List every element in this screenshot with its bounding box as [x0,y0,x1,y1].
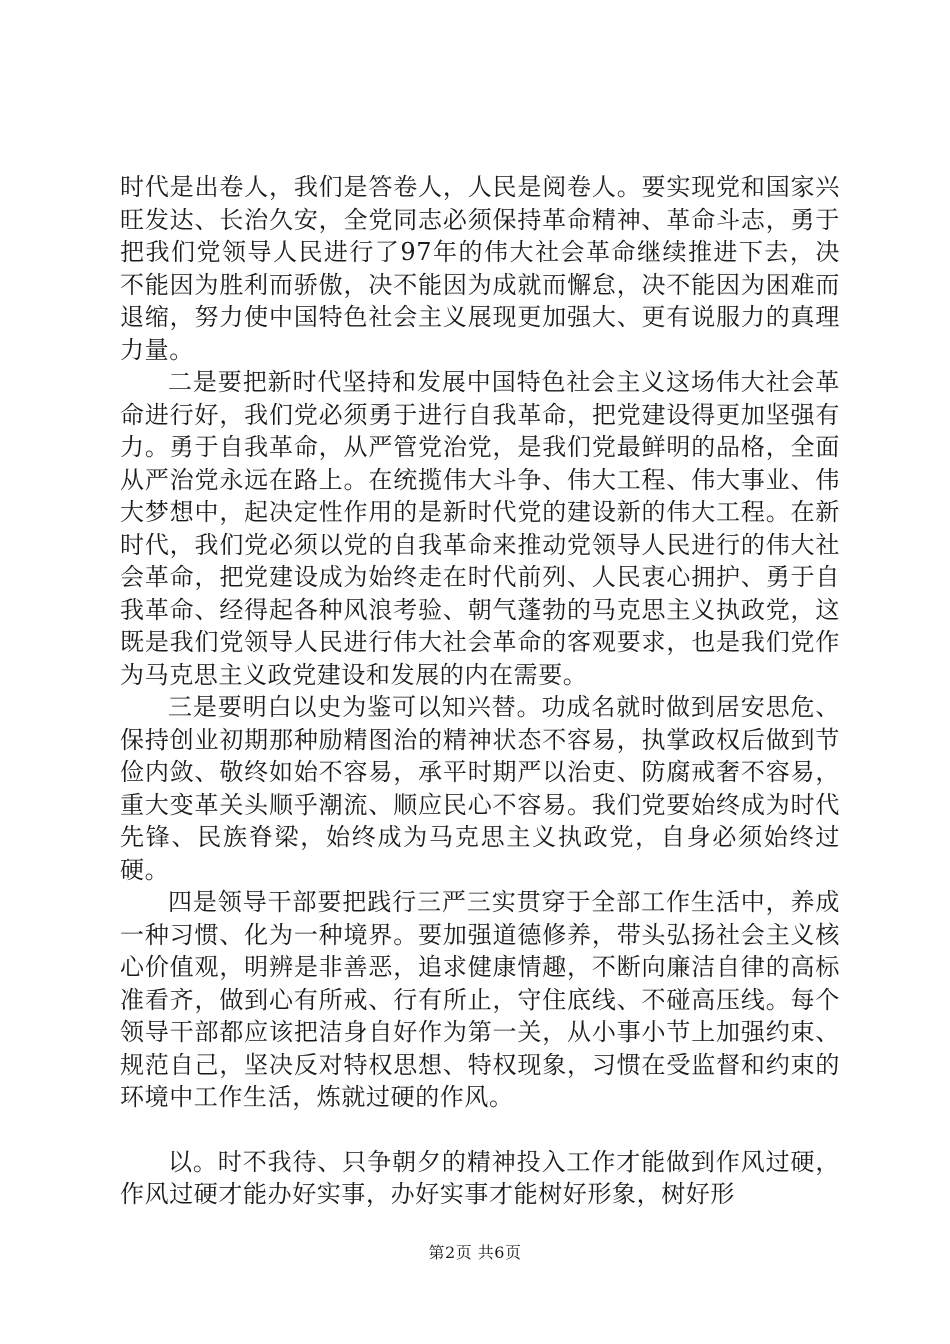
paragraph-4: 四是领导干部要把践行三严三实贯穿于全部工作生活中，养成一种习惯、化为一种境界。要加强道德修养，带头弘扬社会主义核心价值观，明辨是非善恶，追求健康情趣，不断向廉洁自律的高标准看齐，做到心有所戒、行有所止，守住底线、不碰高压线。每个领导干部都应该把洁身自好作为第一关，从小事小节上加强约束、规范自己，坚决反对特权思想、特权现象，习惯在受监督和约束的环境中工作生活，炼就过硬的作风。 [120,888,840,1111]
paragraph-2: 二是要把新时代坚持和发展中国特色社会主义这场伟大社会革命进行好，我们党必须勇于进行自我革命，把党建设得更加坚强有力。勇于自我革命，从严管党治党，是我们党最鲜明的品格，全面从严治党永远在路上。在统揽伟大斗争、伟大工程、伟大事业、伟大梦想中，起决定性作用的是新时代党的建设新的伟大工程。在新时代，我们党必须以党的自我革命来推动党领导人民进行的伟大社会革命，把党建设成为始终走在时代前列、人民衷心拥护、勇于自我革命、经得起各种风浪考验、朝气蓬勃的马克思主义执政党，这既是我们党领导人民进行伟大社会革命的客观要求，也是我们党作为马克思主义政党建设和发展的内在需要。 [120,368,840,689]
page-footer: 第2页 共6页 [428,1243,522,1262]
paragraph-3: 三是要明白以史为鉴可以知兴替。功成名就时做到居安思危、保持创业初期那种励精图治的精神状态不容易，执掌政权后做到节俭内敛、敬终如始不容易，承平时期严以治吏、防腐戒奢不容易，重大变革关头顺乎潮流、顺应民心不容易。我们党要始终成为时代先锋、民族脊梁，始终成为马克思主义执政党，自身必须始终过硬。 [120,693,840,884]
document-body [120,171,840,1211]
paragraph-1: 时代是出卷人，我们是答卷人，人民是阅卷人。要实现党和国家兴旺发达、长治久安，全党同志必须保持革命精神、革命斗志，勇于把我们党领导人民进行了97年的伟大社会革命继续推进下去，决不能因为胜利而骄傲，决不能因为成就而懈怠，决不能因为困难而退缩，努力使中国特色社会主义展现更加强大、更有说服力的真理力量。 [120,173,840,364]
paragraph-gap [120,1114,840,1146]
paragraph-5: 以。时不我待、只争朝夕的精神投入工作才能做到作风过硬，作风过硬才能办好实事，办好实事才能树好形象，树好形 [120,1147,840,1208]
